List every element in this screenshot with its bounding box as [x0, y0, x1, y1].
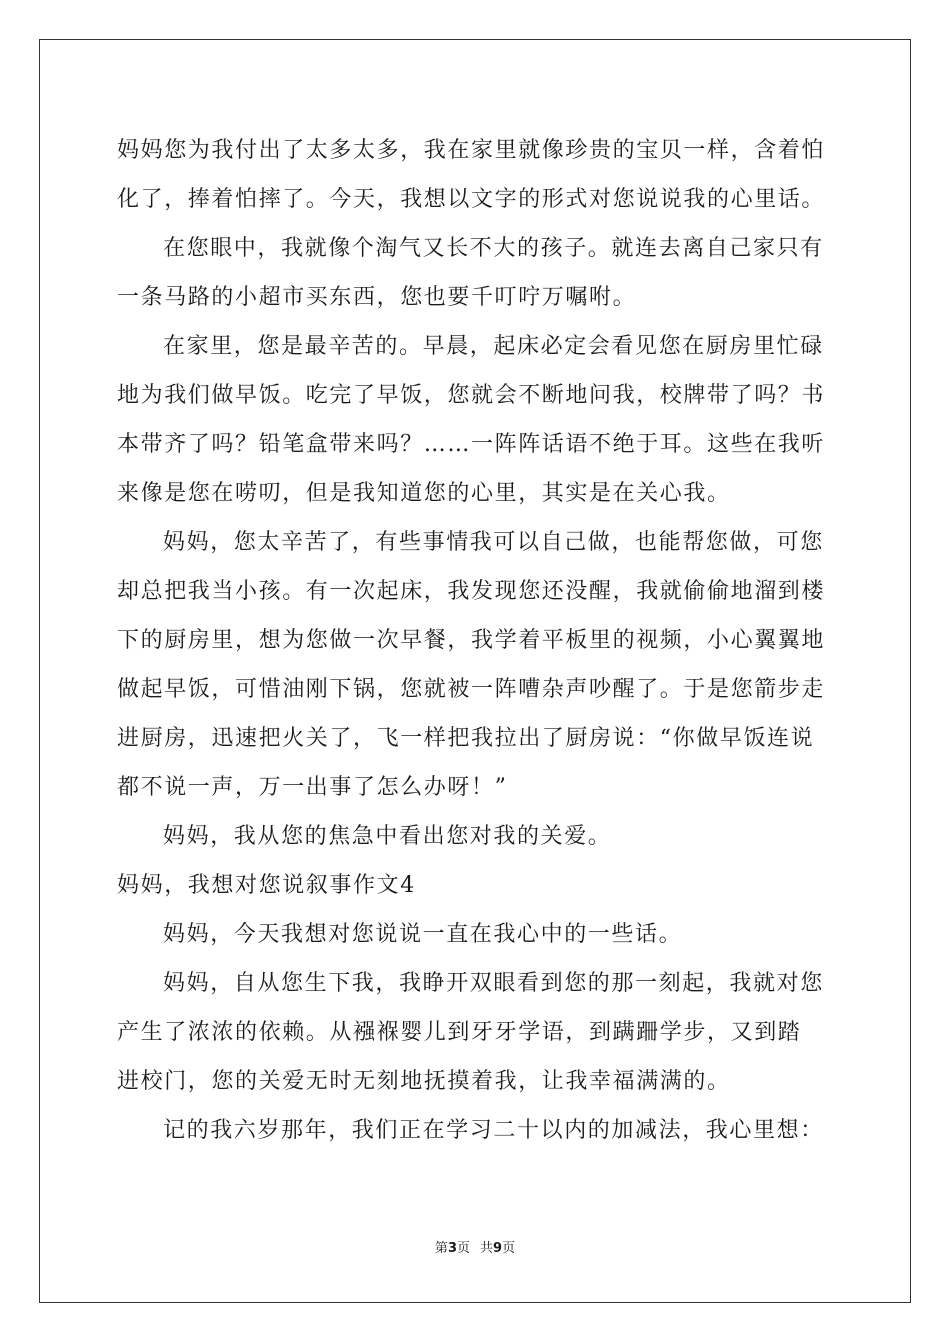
text-line: 进厨房，迅速把火关了，飞一样把我拉出了厨房说：“你做早饭连说	[117, 726, 815, 751]
text-line: 妈妈，今天我想对您说说一直在我心中的一些话。	[163, 922, 683, 947]
text-line: 进校门，您的关爱无时无刻地抚摸着我，让我幸福满满的。	[117, 1069, 731, 1094]
text-line: 妈妈，我想对您说叙事作文4	[117, 873, 416, 898]
text-line: 在家里，您是最辛苦的。早晨，起床必定会看见您在厨房里忙碌	[163, 334, 824, 359]
text-line: 妈妈您为我付出了太多太多，我在家里就像珍贵的宝贝一样，含着怕	[117, 138, 826, 163]
footer-total-unit: 页	[502, 1241, 516, 1256]
footer-page-unit: 页	[456, 1241, 470, 1256]
footer-total-prefix: 共	[480, 1241, 494, 1256]
text-line: 妈妈，您太辛苦了，有些事情我可以自己做，也能帮您做，可您	[163, 530, 824, 555]
text-line: 一条马路的小超市买东西，您也要千叮咛万嘱咐。	[117, 285, 637, 310]
document-body	[117, 126, 837, 1155]
text-line: 妈妈，自从您生下我，我睁开双眼看到您的那一刻起，我就对您	[163, 971, 824, 996]
text-line: 妈妈，我从您的焦急中看出您对我的关爱。	[163, 824, 612, 849]
text-line: 做起早饭，可惜油刚下锅，您就被一阵嘈杂声吵醒了。于是您箭步走	[117, 677, 826, 702]
text-line: 来像是您在唠叨，但是我知道您的心里，其实是在关心我。	[117, 481, 731, 506]
text-line: 本带齐了吗？铅笔盒带来吗？……一阵阵话语不绝于耳。这些在我听	[117, 432, 826, 457]
text-line: 产生了浓浓的依赖。从襁褓婴儿到牙牙学语，到蹒跚学步，又到踏	[117, 1020, 802, 1045]
footer-prefix: 第	[434, 1241, 448, 1256]
text-line: 却总把我当小孩。有一次起床，我发现您还没醒，我就偷偷地溜到楼	[117, 579, 826, 604]
text-line: 地为我们做早饭。吃完了早饭，您就会不断地问我，校牌带了吗？书	[117, 383, 826, 408]
text-line: 记的我六岁那年，我们正在学习二十以内的加减法，我心里想：	[163, 1118, 824, 1143]
text-line: 化了，捧着怕摔了。今天，我想以文字的形式对您说说我的心里话。	[117, 187, 826, 212]
total-page-count: 9	[493, 1241, 503, 1256]
current-page-number: 3	[447, 1241, 457, 1256]
text-line: 都不说一声，万一出事了怎么办呀！”	[117, 775, 508, 800]
text-line: 下的厨房里，想为您做一次早餐，我学着平板里的视频，小心翼翼地	[117, 628, 826, 653]
page-footer	[0, 1237, 950, 1256]
text-line: 在您眼中，我就像个淘气又长不大的孩子。就连去离自己家只有	[163, 236, 824, 261]
